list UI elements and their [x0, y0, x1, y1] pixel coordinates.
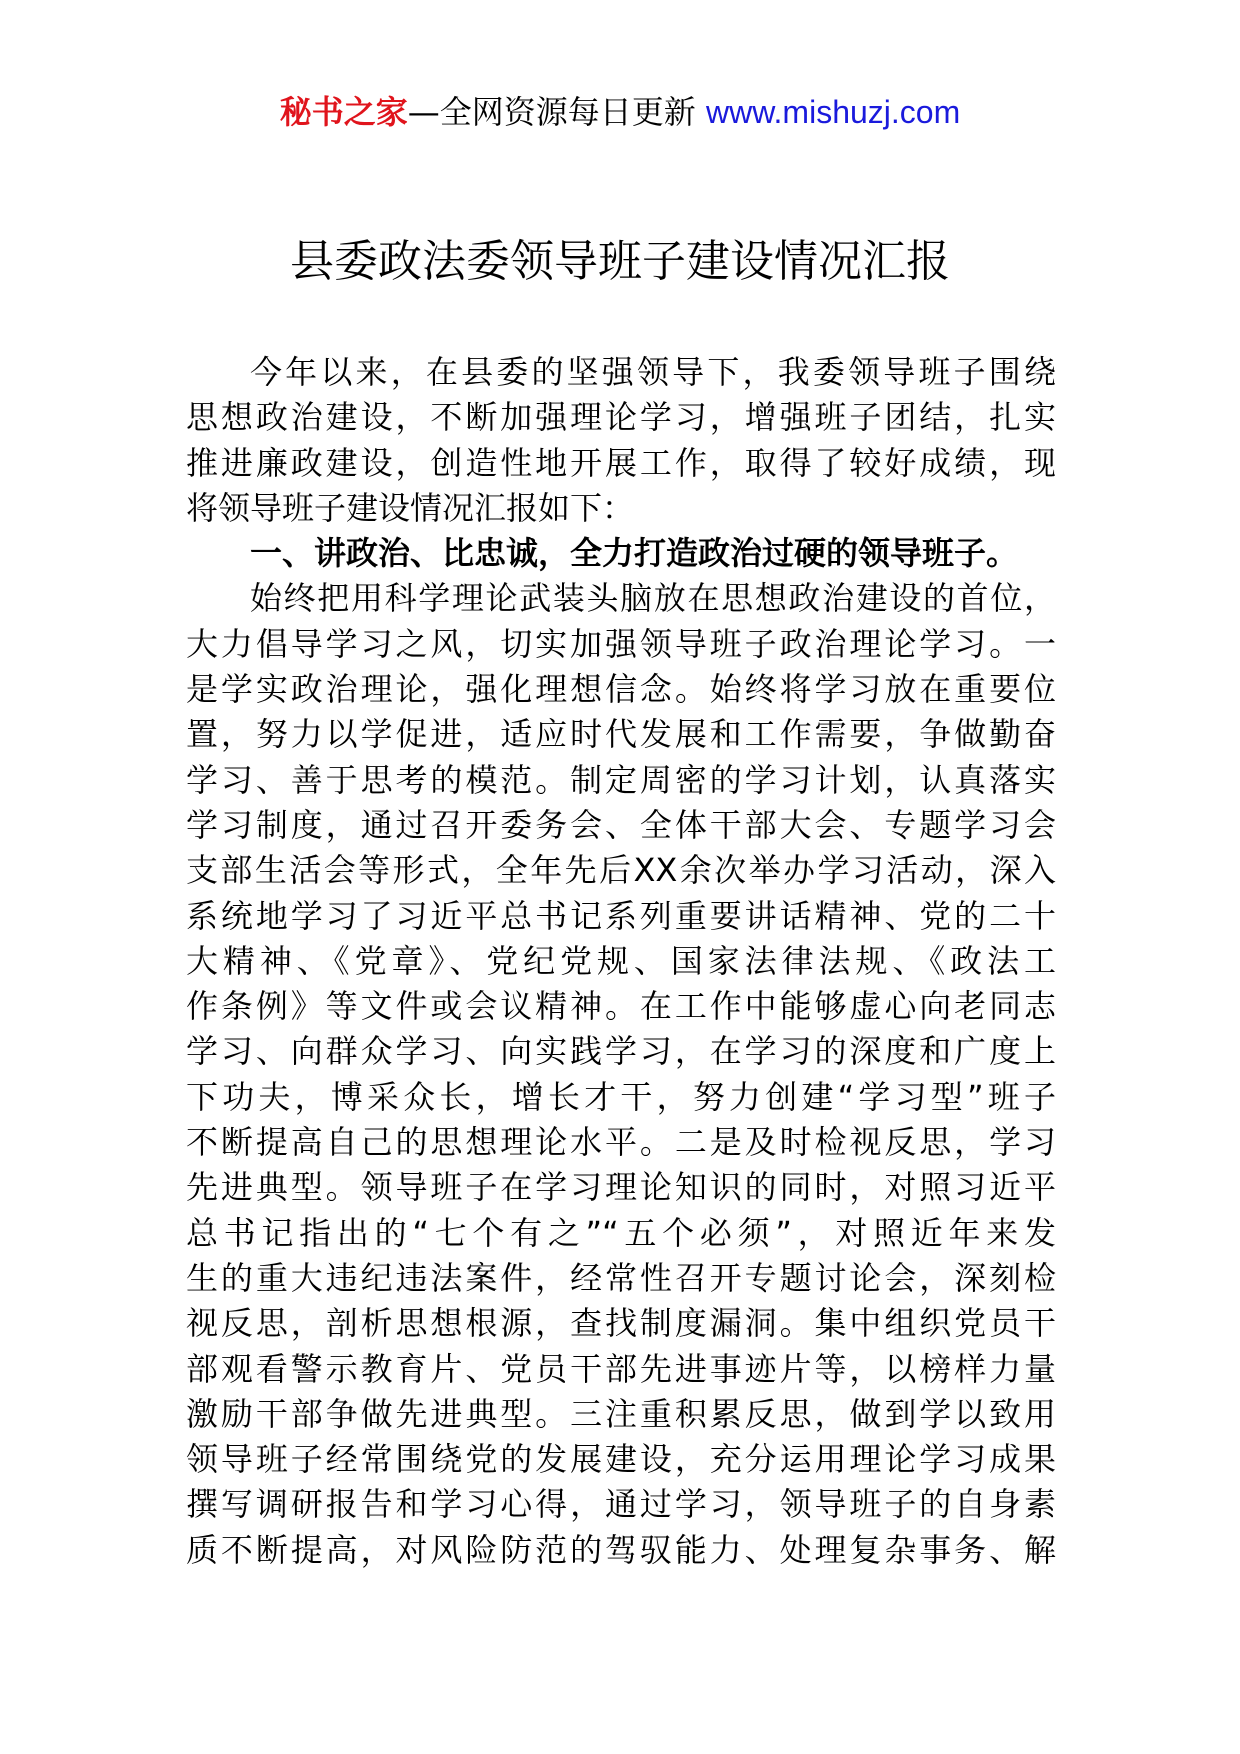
site-url-link[interactable]: www.mishuzj.com	[705, 94, 961, 130]
text-line: 学习制度，通过召开委务会、全体干部大会、专题学习会	[186, 805, 1056, 844]
text-line: 推进廉政建设，创造性地开展工作，取得了较好成绩，现	[186, 443, 1056, 482]
banner-tagline: —全网资源每日更新	[407, 93, 706, 131]
text-line: 部观看警示教育片、党员干部先进事迹片等，以榜样力量	[186, 1349, 1056, 1388]
section-heading: 一、讲政治、比忠诚，全力打造政治过硬的领导班子。	[250, 534, 1019, 573]
text-line: 不断提高自己的思想理论水平。二是及时检视反思，学习	[186, 1123, 1056, 1162]
text-line: 作条例》等文件或会议精神。在工作中能够虚心向老同志	[186, 987, 1056, 1026]
text-line: 下功夫，博采众长，增长才干，努力创建“学习型”班子	[186, 1077, 1056, 1116]
text-line: 支部生活会等形式，全年先后XX余次举办学习活动，深入	[186, 851, 1056, 890]
brand-name: 秘书之家	[279, 93, 408, 131]
text-line: 领导班子经常围绕党的发展建设，充分运用理论学习成果	[186, 1440, 1056, 1479]
text-line: 学习、向群众学习、向实践学习，在学习的深度和广度上	[186, 1032, 1056, 1071]
text-line: 质不断提高，对风险防范的驾驭能力、处理复杂事务、解	[186, 1530, 1056, 1569]
text-line: 置，努力以学促进，适应时代发展和工作需要，争做勤奋	[186, 715, 1056, 754]
text-line: 学习、善于思考的模范。制定周密的学习计划，认真落实	[186, 760, 1056, 799]
text-line: 大力倡导学习之风，切实加强领导班子政治理论学习。一	[186, 624, 1056, 663]
site-banner	[0, 92, 1240, 132]
document-title: 县委政法委领导班子建设情况汇报	[290, 236, 950, 287]
text-line: 撰写调研报告和学习心得，通过学习，领导班子的自身素	[186, 1485, 1056, 1524]
text-line: 激励干部争做先进典型。三注重积累反思，做到学以致用	[186, 1394, 1056, 1433]
text-line: 将领导班子建设情况汇报如下：	[186, 488, 635, 527]
text-line: 今年以来，在县委的坚强领导下，我委领导班子围绕	[250, 353, 1056, 391]
text-line: 视反思，剖析思想根源，查找制度漏洞。集中组织党员干	[186, 1304, 1056, 1343]
section-paragraph	[186, 576, 1056, 1573]
text-line: 思想政治建设，不断加强理论学习，增强班子团结，扎实	[186, 398, 1056, 437]
intro-paragraph	[186, 350, 1056, 531]
text-line: 始终把用科学理论武装头脑放在思想政治建设的首位，	[250, 579, 1056, 618]
text-line: 系统地学习了习近平总书记系列重要讲话精神、党的二十	[186, 896, 1056, 935]
text-line: 是学实政治理论，强化理想信念。始终将学习放在重要位	[186, 670, 1056, 709]
document-body	[186, 350, 1056, 1573]
text-line: 生的重大违纪违法案件，经常性召开专题讨论会，深刻检	[186, 1258, 1056, 1297]
text-line: 总书记指出的“七个有之”“五个必须”，对照近年来发	[186, 1213, 1056, 1252]
text-line: 先进典型。领导班子在学习理论知识的同时，对照习近平	[186, 1168, 1056, 1207]
text-line: 大精神、《党章》、党纪党规、国家法律法规、《政法工	[186, 941, 1056, 980]
